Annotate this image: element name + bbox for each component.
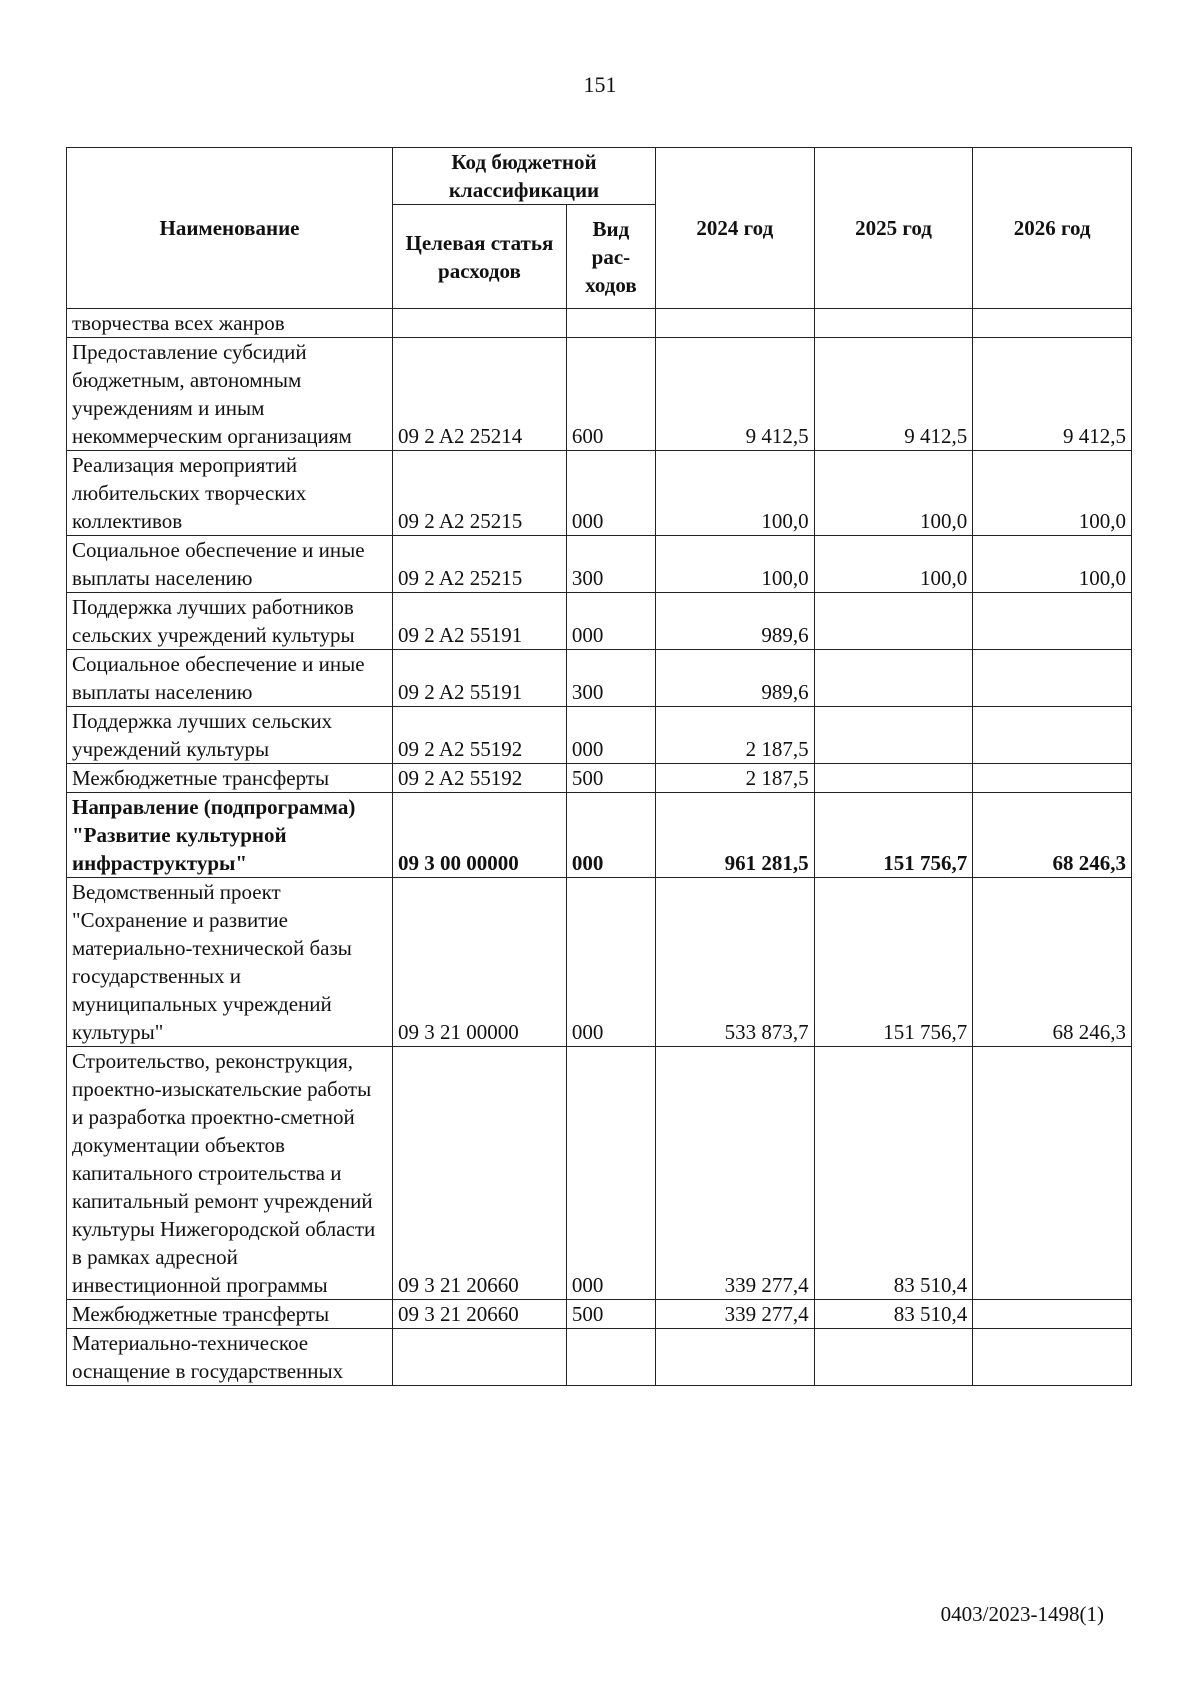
row-value-2026 bbox=[973, 1047, 1132, 1300]
row-name: Строительство, реконструкция, проектно-изыскательские работы и разработка проектно-сметной документации объектов капитального строительства и капитальный ремонт учреждений культуры Нижегородской области в рамках адресной инвестиционной программы bbox=[67, 1047, 393, 1300]
row-expense-type: 000 bbox=[566, 793, 655, 878]
row-value-2024: 339 277,4 bbox=[655, 1300, 814, 1329]
table-row bbox=[67, 451, 1132, 536]
row-value-2026 bbox=[973, 593, 1132, 650]
row-expense-type bbox=[566, 309, 655, 338]
table-row bbox=[67, 338, 1132, 451]
row-value-2024 bbox=[655, 309, 814, 338]
row-target-article: 09 2 A2 25214 bbox=[393, 338, 567, 451]
row-target-article: 09 2 A2 55191 bbox=[393, 650, 567, 707]
table-body bbox=[67, 309, 1132, 1386]
row-value-2026 bbox=[973, 1329, 1132, 1386]
row-value-2026 bbox=[973, 764, 1132, 793]
table-row bbox=[67, 764, 1132, 793]
header-year-2026: 2026 год bbox=[973, 148, 1132, 309]
row-value-2024: 2 187,5 bbox=[655, 707, 814, 764]
header-year-2024: 2024 год bbox=[655, 148, 814, 309]
row-name: Поддержка лучших сельских учреждений культуры bbox=[67, 707, 393, 764]
row-value-2026 bbox=[973, 707, 1132, 764]
row-value-2026: 9 412,5 bbox=[973, 338, 1132, 451]
row-value-2024: 533 873,7 bbox=[655, 878, 814, 1047]
row-value-2024: 9 412,5 bbox=[655, 338, 814, 451]
row-expense-type: 000 bbox=[566, 593, 655, 650]
row-value-2025 bbox=[814, 593, 973, 650]
row-name: Предоставление субсидий бюджетным, автономным учреждениям и иным некоммерческим организациям bbox=[67, 338, 393, 451]
row-expense-type: 000 bbox=[566, 1047, 655, 1300]
header-name: Наименование bbox=[67, 148, 393, 309]
row-target-article: 09 2 A2 55192 bbox=[393, 764, 567, 793]
row-value-2026: 100,0 bbox=[973, 536, 1132, 593]
row-expense-type: 000 bbox=[566, 451, 655, 536]
row-value-2025 bbox=[814, 1329, 973, 1386]
table-row bbox=[67, 309, 1132, 338]
row-name: Социальное обеспечение и иные выплаты населению bbox=[67, 650, 393, 707]
header-target-article: Целевая статья расходов bbox=[393, 205, 567, 309]
table-header bbox=[67, 148, 1132, 309]
row-name: Материально-техническое оснащение в государственных bbox=[67, 1329, 393, 1386]
row-value-2025: 151 756,7 bbox=[814, 793, 973, 878]
row-value-2024 bbox=[655, 1329, 814, 1386]
table-row bbox=[67, 793, 1132, 878]
row-value-2025: 100,0 bbox=[814, 536, 973, 593]
row-value-2026: 100,0 bbox=[973, 451, 1132, 536]
row-value-2025: 151 756,7 bbox=[814, 878, 973, 1047]
row-name: Ведомственный проект "Сохранение и развитие материально-технической базы государственных и муниципальных учреждений культуры" bbox=[67, 878, 393, 1047]
page-number: 151 bbox=[583, 72, 617, 97]
row-value-2024: 2 187,5 bbox=[655, 764, 814, 793]
row-value-2026: 68 246,3 bbox=[973, 793, 1132, 878]
row-target-article: 09 3 21 00000 bbox=[393, 878, 567, 1047]
row-value-2024: 989,6 bbox=[655, 593, 814, 650]
row-name: Межбюджетные трансферты bbox=[67, 1300, 393, 1329]
row-target-article: 09 3 21 20660 bbox=[393, 1300, 567, 1329]
row-value-2024: 339 277,4 bbox=[655, 1047, 814, 1300]
row-expense-type: 500 bbox=[566, 1300, 655, 1329]
row-value-2025 bbox=[814, 650, 973, 707]
row-expense-type: 600 bbox=[566, 338, 655, 451]
row-target-article: 09 3 00 00000 bbox=[393, 793, 567, 878]
row-value-2025 bbox=[814, 764, 973, 793]
row-value-2026: 68 246,3 bbox=[973, 878, 1132, 1047]
row-target-article: 09 2 A2 25215 bbox=[393, 451, 567, 536]
table-row bbox=[67, 593, 1132, 650]
header-code-group: Код бюджетной классификации bbox=[393, 148, 656, 205]
table-row bbox=[67, 707, 1132, 764]
row-value-2025: 83 510,4 bbox=[814, 1300, 973, 1329]
budget-table bbox=[66, 147, 1132, 1386]
row-value-2025: 83 510,4 bbox=[814, 1047, 973, 1300]
row-value-2024: 961 281,5 bbox=[655, 793, 814, 878]
row-name: Межбюджетные трансферты bbox=[67, 764, 393, 793]
row-target-article: 09 2 A2 55192 bbox=[393, 707, 567, 764]
row-target-article bbox=[393, 1329, 567, 1386]
header-expense-type: Вид рас- ходов bbox=[566, 205, 655, 309]
table-row bbox=[67, 878, 1132, 1047]
row-target-article: 09 2 A2 55191 bbox=[393, 593, 567, 650]
row-name: Поддержка лучших работников сельских учреждений культуры bbox=[67, 593, 393, 650]
row-name: Реализация мероприятий любительских творческих коллективов bbox=[67, 451, 393, 536]
row-value-2025 bbox=[814, 707, 973, 764]
row-value-2024: 100,0 bbox=[655, 536, 814, 593]
row-expense-type: 000 bbox=[566, 878, 655, 1047]
row-name: творчества всех жанров bbox=[67, 309, 393, 338]
row-value-2024: 989,6 bbox=[655, 650, 814, 707]
row-expense-type: 300 bbox=[566, 650, 655, 707]
row-target-article: 09 3 21 20660 bbox=[393, 1047, 567, 1300]
table-row bbox=[67, 650, 1132, 707]
row-value-2024: 100,0 bbox=[655, 451, 814, 536]
row-target-article bbox=[393, 309, 567, 338]
row-expense-type: 000 bbox=[566, 707, 655, 764]
row-name: Направление (подпрограмма) "Развитие культурной инфраструктуры" bbox=[67, 793, 393, 878]
row-value-2026 bbox=[973, 1300, 1132, 1329]
document-code: 0403/2023-1498(1) bbox=[940, 1602, 1104, 1626]
table-row bbox=[67, 536, 1132, 593]
row-value-2025: 9 412,5 bbox=[814, 338, 973, 451]
header-year-2025: 2025 год bbox=[814, 148, 973, 309]
row-value-2026 bbox=[973, 650, 1132, 707]
row-name: Социальное обеспечение и иные выплаты населению bbox=[67, 536, 393, 593]
row-expense-type bbox=[566, 1329, 655, 1386]
row-value-2025 bbox=[814, 309, 973, 338]
row-expense-type: 500 bbox=[566, 764, 655, 793]
row-target-article: 09 2 A2 25215 bbox=[393, 536, 567, 593]
row-value-2026 bbox=[973, 309, 1132, 338]
row-value-2025: 100,0 bbox=[814, 451, 973, 536]
table-row bbox=[67, 1300, 1132, 1329]
table-row bbox=[67, 1329, 1132, 1386]
table-row bbox=[67, 1047, 1132, 1300]
row-expense-type: 300 bbox=[566, 536, 655, 593]
